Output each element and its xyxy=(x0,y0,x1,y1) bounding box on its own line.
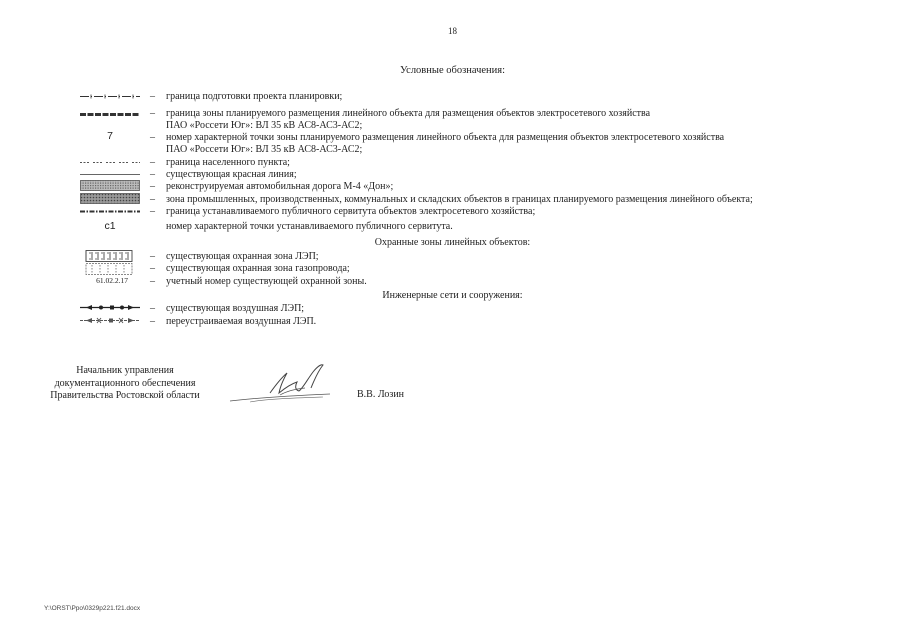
legend-text: реконструируемая автомобильная дорога М-4 «Дон»; xyxy=(166,181,394,192)
legend-dash: – xyxy=(150,169,155,180)
legend-dash: – xyxy=(150,263,155,274)
legend-text: учетный номер существующей охранной зоны. xyxy=(166,276,367,287)
legend-dash: – xyxy=(150,276,155,287)
legend-text: граница устанавливаемого публичного сервитута объектов электросетевого хозяйства; xyxy=(166,206,536,217)
legend-text: зона промышленных, производственных, коммунальных и складских объектов в границах планируемого размещения линейного объекта; xyxy=(166,194,753,205)
legend-text: существующая воздушная ЛЭП; xyxy=(166,303,305,314)
engineering-heading: Инженерные сети и сооружения: xyxy=(382,290,523,301)
point-number-symbol: 7 xyxy=(107,130,113,142)
legend-dash: – xyxy=(150,206,155,217)
signatory-title-line: Правительства Ростовской области xyxy=(50,390,200,401)
legend-dash: – xyxy=(150,194,155,205)
legend-text: существующая охранная зона ЛЭП; xyxy=(166,251,319,262)
legend-dash: – xyxy=(150,91,155,102)
legend-dash: – xyxy=(150,108,155,119)
legend-dash: – xyxy=(150,157,155,168)
handwritten-signature xyxy=(225,358,340,408)
legend-dash: – xyxy=(150,132,155,143)
industrial-hatch-symbol xyxy=(80,193,140,204)
legend-text: граница населенного пункта; xyxy=(166,157,290,168)
power-zone-symbol xyxy=(80,250,140,262)
legend-dash: – xyxy=(150,316,155,327)
legend-text: ПАО «Россети Юг»: ВЛ 35 кВ АС8-АС3-АС2; xyxy=(166,120,363,131)
legend-dash: – xyxy=(150,251,155,262)
legend-dash: – xyxy=(150,181,155,192)
road-hatch-symbol xyxy=(80,180,140,191)
signatory-title-line: документационного обеспечения xyxy=(54,377,196,389)
servitude-point-symbol: с1 xyxy=(104,220,116,232)
page-number: 18 xyxy=(448,26,457,36)
zone-placement-symbol xyxy=(80,109,140,120)
settlement-border-symbol xyxy=(80,157,140,168)
legend-text: граница зоны планируемого размещения линейного объекта для размещения объектов электросетевого хозяйства xyxy=(166,108,651,119)
legend-text: ПАО «Россети Юг»: ВЛ 35 кВ АС8-АС3-АС2; xyxy=(166,144,363,155)
legend-heading: Условные обозначения: xyxy=(399,65,505,76)
signatory-name: В.В. Лозин xyxy=(357,389,405,400)
zone-registration-number: 61.02.2.17 xyxy=(96,276,128,285)
legend-text: переустраиваемая воздушная ЛЭП. xyxy=(166,316,317,327)
gas-zone-symbol xyxy=(80,263,140,275)
legend-text: номер характерной точки зоны планируемого размещения линейного объекта для размещения объектов электросетевого хозяйства xyxy=(166,132,725,143)
servitude-border-symbol xyxy=(80,206,140,217)
legend-text: существующая охранная зона газопровода; xyxy=(166,263,350,274)
legend-text: существующая красная линия; xyxy=(166,169,297,180)
legend-dash: – xyxy=(150,303,155,314)
red-line-symbol xyxy=(80,169,140,180)
rebuilt-power-line-symbol xyxy=(80,315,140,326)
existing-power-line-symbol xyxy=(80,302,140,313)
legend-text: граница подготовки проекта планировки; xyxy=(166,91,343,102)
legend-text: номер характерной точки устанавливаемого публичного сервитута. xyxy=(166,221,453,232)
border-planning-symbol xyxy=(80,91,140,102)
signatory-title xyxy=(40,365,210,403)
signatory-title-line: Начальник управления xyxy=(76,365,174,376)
security-zones-heading: Охранные зоны линейных объектов: xyxy=(374,237,531,248)
file-path-footer: Y:\ORST\Ppo\0329p221.f21.docx xyxy=(44,605,141,612)
